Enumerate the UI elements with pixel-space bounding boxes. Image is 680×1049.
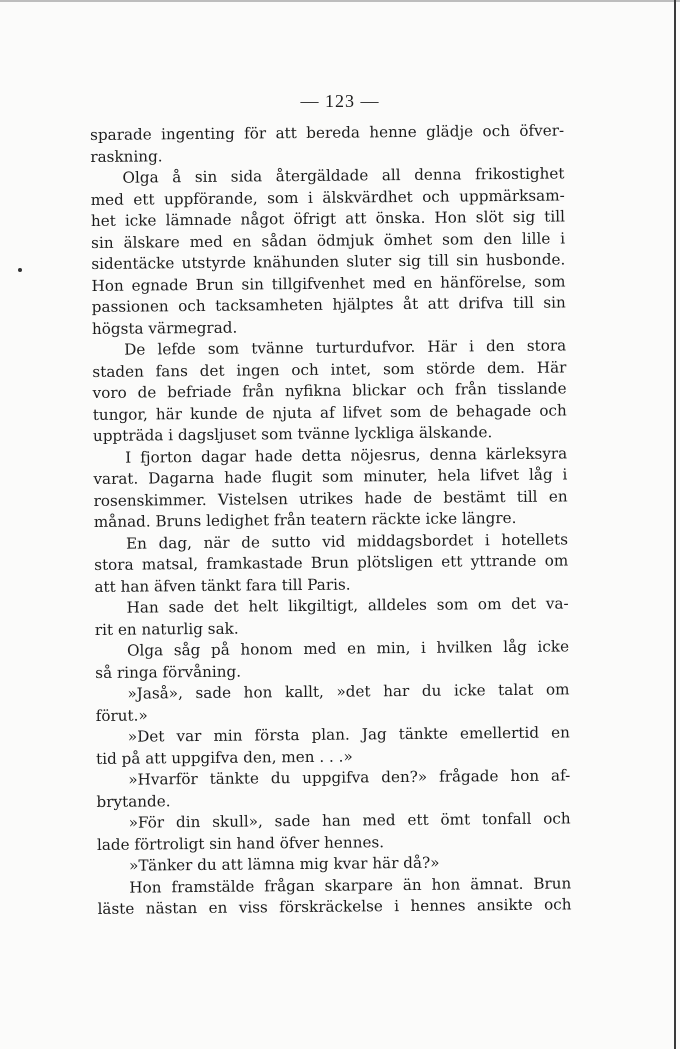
text-line: sparade ingenting för att bereda henne glädje och öfver- — [90, 121, 565, 144]
text-line: Hon framstälde frågan skarpare än hon ämnat. Brun — [129, 873, 572, 897]
text-line: högsta värmegrad. — [91, 318, 238, 338]
page-number: — 123 — — [300, 91, 380, 111]
text-line: brytande. — [96, 791, 171, 811]
text-line: Olga såg på honom med en min, i hvilken låg icke — [126, 637, 570, 660]
text-line: Olga å sin sida återgäldade all denna frikostighet — [122, 164, 565, 187]
text-line: En dag, när de sutto vid middagsbordet i hotellets — [125, 529, 569, 553]
text-line: tid på att uppgifva den, men . . .» — [95, 747, 353, 768]
text-line: »Hvarför tänkte du uppgifva den?» frågade hon af- — [128, 766, 571, 789]
page-right-edge — [674, 0, 676, 1049]
text-line: »Det var min första plan. Jag tänkte emellertid en — [127, 723, 570, 746]
page-top-edge — [0, 0, 680, 2]
text-line: passionen och tacksamheten hjälptes åt att drifva till sin — [91, 293, 566, 316]
text-line: voro de befriade från nyfikna blickar och från tisslande — [92, 379, 567, 402]
text-line: het icke lämnade något öfrigt att önska. Hon slöt sig till — [90, 207, 565, 230]
text-line: rosenskimmer. Vistelsen utrikes hade de bestämt till en — [93, 486, 568, 510]
text-line: staden fans det ingen och intet, som störde dem. Här — [92, 357, 567, 381]
text-line: »Jaså», sade hon kallt, »det har du icke talat om — [127, 680, 570, 703]
text-line: »För din skull», sade han med ett ömt tonfall och — [128, 809, 571, 832]
text-line: månad. Bruns ledighet från teatern räckte icke längre. — [93, 508, 517, 531]
text-line: att han äfven tänkt fara till Paris. — [94, 575, 351, 596]
text-line: uppträda i dagsljuset som tvänne lyckliga älskande. — [92, 423, 493, 445]
text-line: rit en naturlig sak. — [94, 619, 239, 639]
text-line: så ringa förvåning. — [95, 662, 242, 682]
text-line: tungor, här kunde de njuta af lifvet som de behagade och — [92, 400, 567, 424]
text-line: sidentäcke utstyrde knähunden sluter sig till sin husbonde. — [91, 250, 566, 273]
text-line: Han sade det helt likgiltigt, alldeles som om det va- — [126, 594, 569, 617]
body-text — [90, 120, 572, 920]
text-line: I fjorton dagar hade detta nöjesrus, denna kärleksyra — [125, 443, 568, 467]
text-line: stora matsal, framkastade Brun plötsligen ett yttrande om — [94, 551, 569, 574]
text-line: förut.» — [95, 705, 148, 725]
text-line: »Tänker du att lämna mig kvar här då?» — [129, 853, 440, 875]
text-line: De lefde som tvänne turturdufvor. Här i den stora — [124, 336, 567, 359]
text-line: med ett uppförande, som i älskvärdhet och uppmärksam- — [90, 185, 565, 209]
ink-speck — [18, 268, 22, 272]
text-line: raskning. — [90, 146, 163, 166]
text-line: lade förtroligt sin hand öfver hennes. — [96, 832, 385, 854]
text-line: varat. Dagarna hade flugit som minuter, hela lifvet låg i — [93, 465, 568, 488]
text-line: sin älskare med en sådan ödmjuk ömhet som den lille i — [91, 228, 566, 252]
text-line: läste nästan en viss förskräckelse i hennes ansikte och — [97, 895, 572, 918]
text-line: Hon egnade Brun sin tillgifvenhet med en hänförelse, som — [91, 271, 566, 295]
